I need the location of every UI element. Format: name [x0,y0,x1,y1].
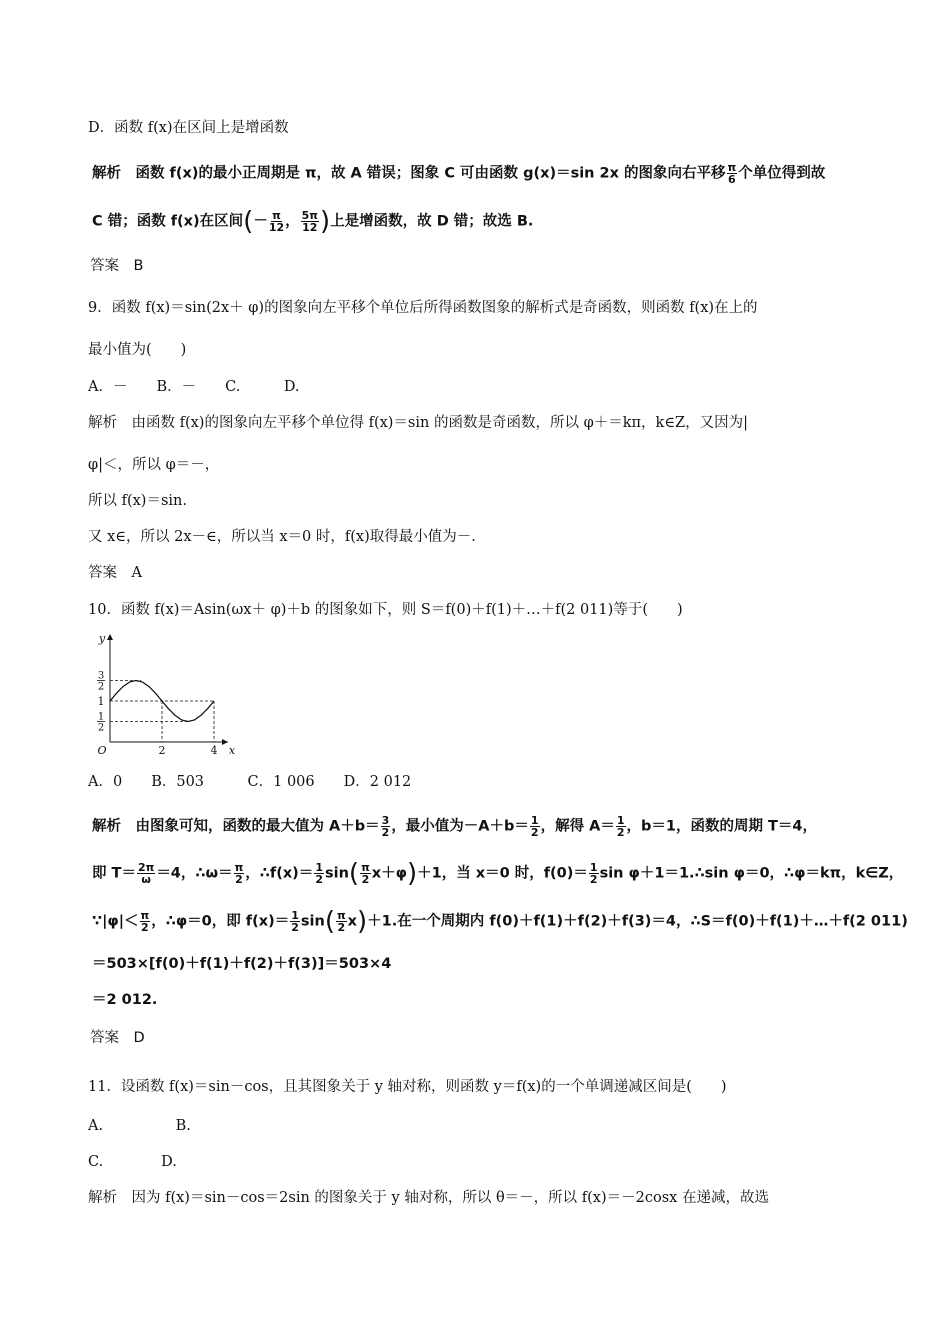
fraction: $\frac{3}{2}$ [381,814,390,839]
x-axis-label: x [228,744,236,755]
q8-analysis-line2: C 错；函数 f(x)在区间(－ $\frac{\pi}{12}$ ， $\frac{5\pi}{12}$ )上是增函数，故 D 错；故选 B. [92,206,534,237]
q8-answer: 答案 B [90,258,144,274]
fraction: $\frac{\pi}{2}$ [361,861,370,886]
y-tick-denominator: 2 [97,722,105,734]
x-tick-label: 2 [158,744,166,755]
q10-analysis-line2: 即 T＝ $\frac{2\pi}{\omega}$ ＝4，∴ω＝ $\frac{\pi}{2}$ ，∴f(x)＝ $\frac{1}{2}$ sin( $\frac{\pi}{2}$ x＋φ)＋1，当 x＝0 时，f(0)＝ $\frac{1}{2}$ sin φ＋1＝1.∴sin φ＝0，∴φ＝kπ，k∈Z， [92,858,904,889]
q10-stem: 10．函数 f(x)＝Asin(ωx＋ φ)＋b 的图象如下，则 S＝f(0)＋f(1)＋…＋f(2 011)等于( ) [88,602,683,618]
fraction: $\frac{\pi}{2}$ [140,909,150,934]
q9-answer: 答案 A [88,565,142,581]
fraction: $\frac{1}{2}$ [291,909,299,934]
fraction: $\frac{2\pi}{\omega}$ [137,861,155,886]
q10-analysis-line3: ∵|φ|＜ $\frac{\pi}{2}$ ，∴φ＝0，即 f(x)＝ $\frac{1}{2}$ sin( $\frac{\pi}{2}$ x)＋1.在一个周期内 f(0)＋f(1)＋f(2)＋f(3)＝4，∴S＝f(0)＋f(1)＋…＋f(2 011) [92,906,908,937]
q10-analysis-line4: ＝503×[f(0)＋f(1)＋f(2)＋f(3)]＝503×4 [92,956,392,972]
q11-options-ab: A. B. [88,1118,191,1134]
fraction: $\frac{\pi}{2}$ [336,909,346,934]
option-d-line: D．函数 f(x)在区间上是增函数 [88,120,289,136]
q10-analysis-line1: 解析 由图象可知，函数的最大值为 A＋b＝ $\frac{3}{2}$ ，最小值为－A＋b＝ $\frac{1}{2}$ ，解得 A＝ $\frac{1}{2}$ ，b＝1，函数的周期 T＝4， [92,814,818,839]
fraction: $\frac{1}{2}$ [589,861,598,886]
y-tick-label: 1 [97,695,105,708]
q11-options-cd: C. D. [88,1154,177,1170]
function-graph [88,630,248,755]
fraction: $\frac{\pi}{6}$ [727,161,737,186]
y-axis-arrow [107,634,113,640]
q11-analysis: 解析 因为 f(x)＝sin－cos＝2sin 的图象关于 y 轴对称，所以 θ＝－，所以 f(x)＝－2cosx 在递减，故选 [88,1190,769,1206]
q10-options: A．0 B．503 C．1 006 D．2 012 [88,774,412,790]
q9-analysis-line3: 所以 f(x)＝sin. [88,493,187,509]
y-tick-numerator: 3 [97,670,105,682]
fraction: $\frac{\pi}{2}$ [234,861,244,886]
y-axis-label: y [98,632,106,645]
q9-options: A．－ B．－ C. D. [88,379,300,395]
fraction: $\frac{1}{2}$ [315,861,323,886]
q9-analysis-line4: 又 x∈，所以 2x－∈，所以当 x＝0 时，f(x)取得最小值为－. [88,529,476,545]
x-tick-label: 4 [210,744,218,755]
y-tick-numerator: 1 [97,711,105,723]
q9-stem-line1: 9．函数 f(x)＝sin(2x＋ φ)的图象向左平移个单位后所得函数图象的解析式是奇函数，则函数 f(x)在上的 [88,300,758,316]
q10-answer: 答案 D [90,1030,145,1046]
fraction: $\frac{1}{2}$ [530,814,539,839]
x-tick-label: O [97,744,107,755]
q9-analysis-line1: 解析 由函数 f(x)的图象向左平移个单位得 f(x)＝sin 的函数是奇函数，所以 φ＋＝kπ，k∈Z，又因为| [88,415,749,431]
y-tick-denominator: 2 [97,681,105,693]
q10-analysis-line5: ＝2 012. [92,992,158,1008]
x-axis-arrow [222,739,228,745]
q9-stem-line2: 最小值为( ) [88,342,187,358]
fraction: $\frac{\pi}{12}$ [268,209,285,234]
q8-analysis-line1: 解析 函数 f(x)的最小正周期是 π，故 A 错误；图象 C 可由函数 g(x)＝sin 2x 的图象向右平移 $\frac{\pi}{6}$ 个单位得到故 [92,161,826,186]
fraction: $\frac{5\pi}{12}$ [301,209,318,234]
q11-stem: 11．设函数 f(x)＝sin－cos，且其图象关于 y 轴对称，则函数 y＝f(x)的一个单调递减区间是( ) [88,1079,727,1095]
q9-analysis-line2: φ|＜，所以 φ＝－， [88,457,220,473]
fraction: $\frac{1}{2}$ [616,814,625,839]
